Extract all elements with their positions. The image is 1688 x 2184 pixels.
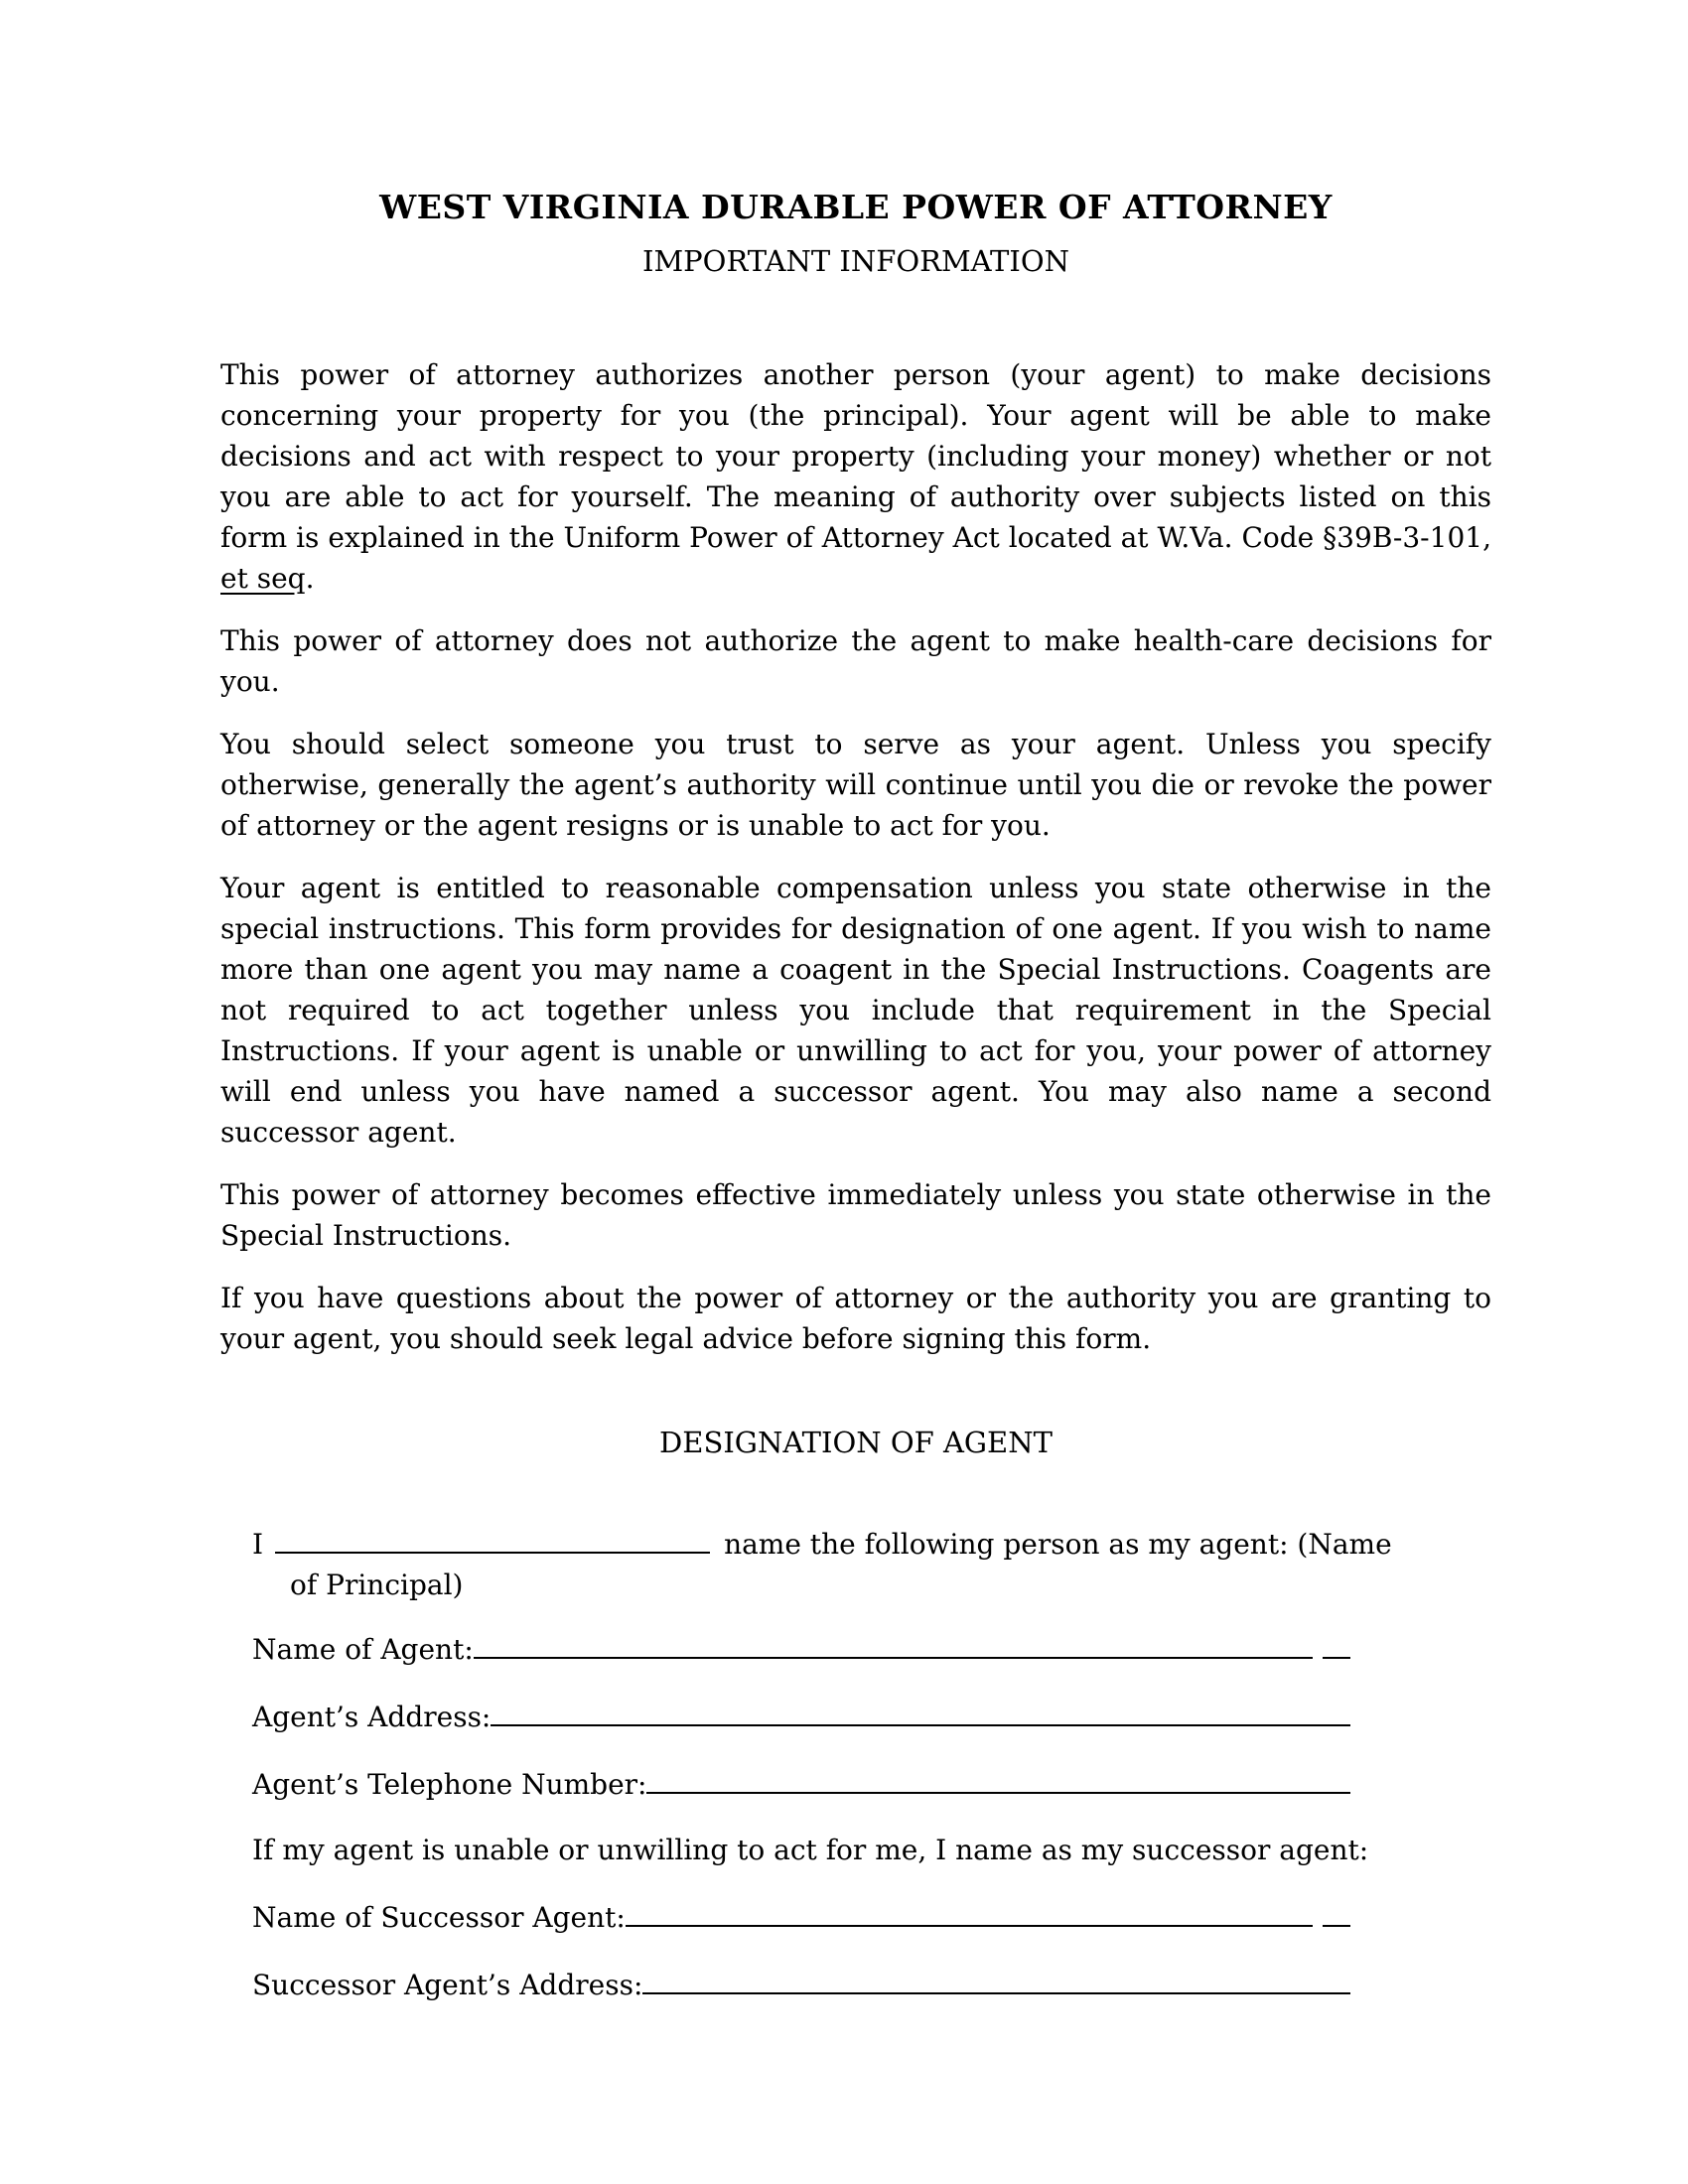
agent-name-row bbox=[252, 1627, 1350, 1670]
paragraph-questions: If you have questions about the power of attorney or the authority you are granting to your agent, you should seek legal advice before signing this form. bbox=[220, 1282, 1491, 1355]
agent-address-label: Agent’s Address: bbox=[252, 1701, 492, 1733]
agent-name-blank-stub[interactable] bbox=[1323, 1627, 1350, 1659]
successor-note: If my agent is unable or unwilling to act for me, I name as my successor agent: bbox=[252, 1834, 1369, 1866]
principal-line-text: name the following person as my agent: (Name bbox=[724, 1528, 1392, 1561]
successor-address-blank[interactable] bbox=[642, 1963, 1350, 1994]
principal-line-prefix: I bbox=[252, 1528, 264, 1561]
paragraph-select-agent: You should select someone you trust to serve as your agent. Unless you specify otherwise, generally the agent’s authority will continue until you die or revoke the power of attorney or the agent resigns or is unable to act for you. bbox=[220, 728, 1491, 842]
designation-form bbox=[252, 1522, 1491, 2005]
paragraph-authorization bbox=[220, 354, 1491, 599]
agent-phone-row bbox=[252, 1762, 1350, 1805]
paragraph-effective: This power of attorney becomes effective immediately unless you state otherwise in the Special Instructions. bbox=[220, 1178, 1491, 1252]
agent-phone-blank[interactable] bbox=[646, 1762, 1350, 1794]
successor-address-label: Successor Agent’s Address: bbox=[252, 1969, 643, 2001]
important-information-section bbox=[220, 354, 1491, 1359]
principal-line bbox=[252, 1522, 1491, 1605]
agent-address-blank[interactable] bbox=[491, 1695, 1350, 1726]
paragraph-authorization-text: This power of attorney authorizes another person (your agent) to make decisions concerning your property for you (the principal). Your agent will be able to make decisions and act with respect to your property (including your money) whether or not you are able to act for yourself. The meaning of authority over subjects listed on this form is explained in the Uniform Power of Attorney Act located at W.Va. Code §39B-3-101, bbox=[220, 358, 1491, 554]
designation-heading: DESIGNATION OF AGENT bbox=[659, 1426, 1053, 1459]
successor-name-blank-stub[interactable] bbox=[1323, 1895, 1350, 1927]
paragraph-healthcare: This power of attorney does not authorize the agent to make health-care decisions for you. bbox=[220, 624, 1491, 698]
successor-name-blank[interactable] bbox=[626, 1895, 1313, 1927]
successor-address-row bbox=[252, 1963, 1350, 2005]
document-title: WEST VIRGINIA DURABLE POWER OF ATTORNEY bbox=[379, 188, 1333, 226]
document-subtitle: IMPORTANT INFORMATION bbox=[642, 244, 1069, 278]
successor-name-label: Name of Successor Agent: bbox=[252, 1901, 626, 1934]
principal-line-wrap: of Principal) bbox=[290, 1569, 464, 1601]
paragraph-authorization-period: . bbox=[305, 562, 315, 595]
agent-phone-label: Agent’s Telephone Number: bbox=[252, 1768, 647, 1801]
et-seq-underlined-text: et seq bbox=[220, 562, 306, 595]
paragraph-compensation: Your agent is entitled to reasonable compensation unless you state otherwise in the special instructions. This form provides for designation of one agent. If you wish to name more than one agent you may name a coagent in the Special Instructions. Coagents are not required to act together unless you include that requirement in the Special Instructions. If your agent is unable or unwilling to act for you, your power of attorney will end unless you have named a successor agent. You may also name a second successor agent. bbox=[220, 872, 1491, 1149]
agent-address-row bbox=[252, 1695, 1350, 1737]
principal-name-blank[interactable] bbox=[275, 1522, 710, 1554]
successor-name-row bbox=[252, 1895, 1350, 1938]
agent-name-label: Name of Agent: bbox=[252, 1633, 474, 1666]
agent-name-blank[interactable] bbox=[474, 1627, 1313, 1659]
